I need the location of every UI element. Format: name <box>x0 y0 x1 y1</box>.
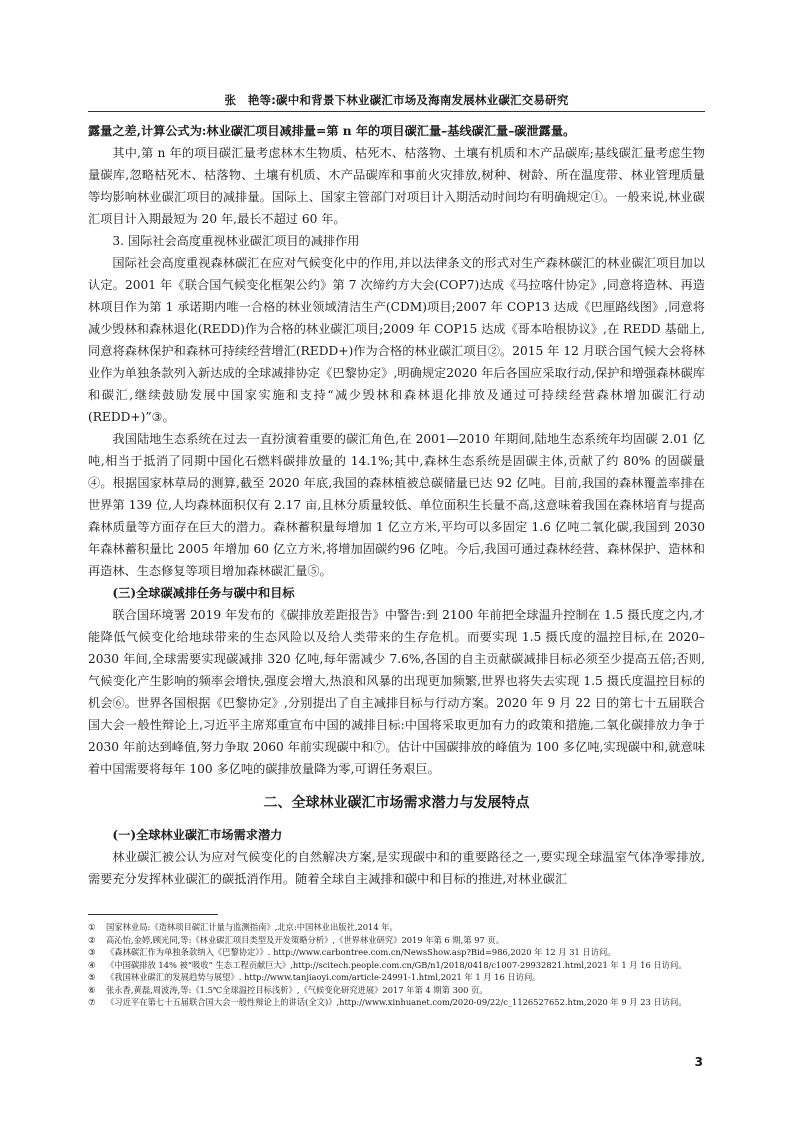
footnote <box>88 946 705 959</box>
footnote-text: 《习近平在第七十五届联合国大会一般性辩论上的讲话(全文)》,http://www.xinhuanet.com/2020-09/22/c_1126527652.htm,2020 年 9 月 23 日访问。 <box>106 997 687 1007</box>
footnote <box>88 959 705 972</box>
paragraph-china-ecosystem: 我国陆地生态系统在过去一直扮演着重要的碳汇角色,在 2001—2010 年期间,陆地生态系统年均固碳 2.01 亿吨,相当于抵消了同期中国化石燃料碳排放量的 14.1%;其中,森林生态系统是固碳主体,贡献了约 80% 的固碳量④。根据国家林草局的测算,截至 2020 年底,我国的森林植被总碳储量已达 92 亿吨。目前,我国的森林覆盖率排在世界第 139 位,人均森林面积仅有 2.17 亩,且林分质量较低、单位面积生长量不高,这意味着我国在森林培育与提高森林质量等方面存在巨大的潜力。森林蓄积量每增加 1 亿立方米,平均可以多固定 1.6 亿吨二氧化碳,我国到 2030 年森林蓄积量比 2005 年增加 60 亿立方米,将增加固碳约96 亿吨。今后,我国可通过森林经营、森林保护、造林和再造林、生态修复等项目增加森林碳汇量⑤。 <box>88 432 705 578</box>
footnotes <box>88 921 705 1009</box>
paragraph-international: 国际社会高度重视森林碳汇在应对气候变化中的作用,并以法律条文的形式对生产森林碳汇的林业碳汇项目加以认定。2001 年《联合国气候变化框架公约》第 7 次缔约方大会(COP7)达成《马拉喀什协定》,同意将造林、再造林项目作为第 1 承诺期内唯一合格的林业领域清洁生产(CDM)项目;2007 年 COP13 达成《巴厘路线图》,同意将减少毁林和森林退化(REDD)作为合格的林业碳汇项目;2009 年 COP15 达成《哥本哈根协议》,在 REDD 基础上,同意将森林保护和森林可持续经营增汇(REDD+)作为合格的林业碳汇项目②。2015 年 12 月联合国气候大会将林业作为单独条款列入新达成的全球减排协定《巴黎协定》,明确规定2020 年后各国应采取行动,保护和增强森林碳库和碳汇,继续鼓励发展中国家实施和支持“减少毁林和森林退化排放及通过可持续经营森林增加碳汇行动(REDD+)”③。 <box>88 256 705 424</box>
footnote-number: ⑤ <box>88 972 96 982</box>
footnote-rule <box>88 914 218 915</box>
page-number: 3 <box>694 1055 703 1069</box>
footnote-text: 国家林业局:《造林项目碳汇计量与监测指南》,北京:中国林业出版社,2014 年。 <box>106 922 398 932</box>
paragraph-formula: 露量之差,计算公式为:林业碳汇项目减排量=第 n 年的项目碳汇量–基线碳汇量–碳泄露量。 <box>88 124 576 138</box>
footnote-text: 高沁怡,金婷,顾光同,等:《林业碳汇项目类型及开发策略分析》,《世界林业研究》2019 年第 6 期,第 97 页。 <box>106 934 504 945</box>
footnote-number: ② <box>88 934 96 945</box>
footnote-number: ⑥ <box>88 984 96 995</box>
footnote <box>88 971 705 984</box>
subheading-three: (三)全球碳减排任务与碳中和目标 <box>112 586 295 600</box>
footnote-text: 《我国林业碳汇的发展趋势与展望》. http://www.tanjiaoyi.com/article-24991-1.html,2021 年 1 月 16 日访问。 <box>106 972 541 982</box>
footnote-text: 张永香,黄磊,周波涛,等:《1.5℃全球温控目标浅析》,《气候变化研究进展》2017 年第 4 期第 300 页。 <box>106 984 488 995</box>
footnote <box>88 934 705 947</box>
footnote-number: ⑦ <box>88 997 96 1007</box>
footnote <box>88 996 705 1009</box>
paragraph-un-report: 联合国环境署 2019 年发布的《碳排放差距报告》中警告:到 2100 年前把全球温升控制在 1.5 摄氏度之内,才能降低气候变化给地球带来的生态风险以及给人类带来的生存危机。而要实现 1.5 摄氏度的温控目标,在 2020–2030 年间,全球需要实现碳减排 320 亿吨,每年需减少 7.6%,各国的自主贡献碳减排目标必须至少提高五倍;否则,气候变化产生影响的频率会增快,强度会增大,热浪和风暴的出现更加频繁,世界也将失去实现 1.5 摄氏度温控目标的机会⑥。世界各国根据《巴黎协定》,分别提出了自主减排目标与行动方案。2020 年 9 月 22 日的第七十五届联合国大会一般性辩论上,习近平主席郑重宣布中国的减排目标:中国将采取更加有力的政策和措施,二氧化碳排放力争于 2030 年前达到峰值,努力争取 2060 年前实现碳中和⑦。估计中国碳排放的峰值为 100 多亿吨,实现碳中和,就意味着中国需要将每年 100 多亿吨的碳排放量降为零,可谓任务艰巨。 <box>88 608 705 776</box>
footnote-text: 《森林碳汇作为单独条款纳入《巴黎协定》》. http://www.carbontree.com.cn/NewsShow.asp?Bid=986,2020 年 12 月 31 日访问。 <box>106 947 616 957</box>
paragraph-project-carbon: 其中,第 n 年的项目碳汇量考虑林木生物质、枯死木、枯落物、土壤有机质和木产品碳库;基线碳汇量考虑生物量碳库,忽略枯死木、枯落物、土壤有机质、木产品碳库和事前火灾排放,树种、树龄、所在温度带、林业管理质量等均影响林业碳汇项目的减排量。国际上、国家主管部门对项目计入期活动时间均有明确规定①。一般来说,林业碳汇项目计入期最短为 20 年,最长不超过 60 年。 <box>88 146 705 226</box>
section-heading-2: 二、全球林业碳汇市场需求潜力与发展特点 <box>263 795 530 811</box>
subheading-one: (一)全球林业碳汇市场需求潜力 <box>112 828 283 842</box>
footnote-text: 《中国碳排放 14% 被“吸收” 生态工程贡献巨大》,http://scitech.people.com.cn/GB/n1/2018/0418/c1007-29932821.html,2021 年 1 月 16 日访问。 <box>106 959 687 970</box>
subheading-3: 3. 国际社会高度重视林业碳汇项目的减排作用 <box>112 234 360 248</box>
footnote-number: ④ <box>88 959 96 970</box>
footnote-number: ③ <box>88 947 96 957</box>
footnote <box>88 921 705 934</box>
paragraph-forest-carbon: 林业碳汇被公认为应对气候变化的自然解决方案,是实现碳中和的重要路径之一,要实现全球温室气体净零排放,需要充分发挥林业碳汇的碳抵消作用。随着全球自主减排和碳中和目标的推进,对林业碳汇 <box>88 850 705 886</box>
header-rule <box>88 111 705 112</box>
article-body <box>88 120 705 890</box>
footnote <box>88 984 705 997</box>
running-header: 张 艳等:碳中和背景下林业碳汇市场及海南发展林业碳汇交易研究 <box>224 93 569 107</box>
footnote-number: ① <box>88 922 96 932</box>
